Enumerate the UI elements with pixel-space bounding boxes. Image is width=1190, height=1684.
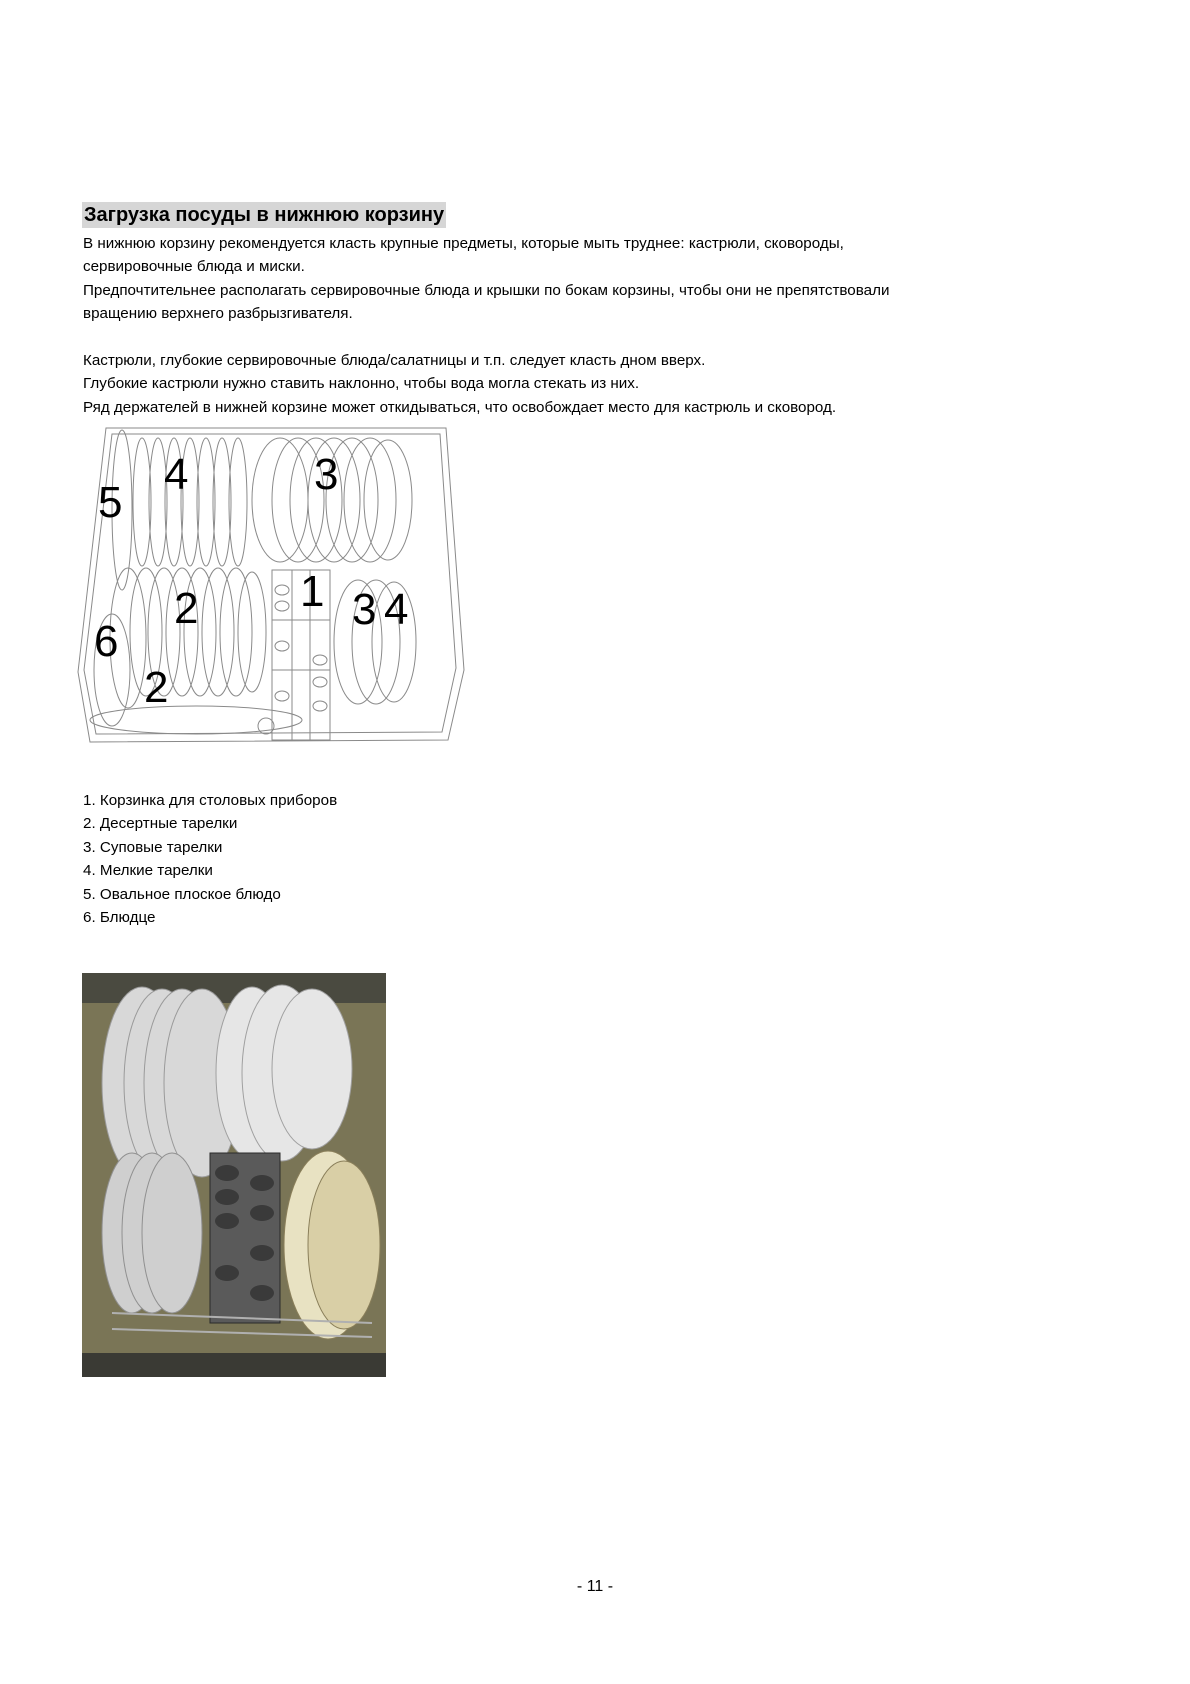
diagram-label: 1 <box>300 567 325 616</box>
diagram-label: 4 <box>164 450 189 499</box>
diagram-label: 3 <box>314 450 339 499</box>
diagram-label: 5 <box>98 478 123 527</box>
intro-line: Предпочтительнее располагать сервировочные блюда и крышки по бокам корзины, чтобы они не препятствовали <box>83 281 890 299</box>
legend-item: 6. Блюдце <box>83 909 156 927</box>
intro-paragraph <box>83 232 1113 326</box>
legend-item: 4. Мелкие тарелки <box>83 862 213 880</box>
notes-paragraph <box>83 349 1113 419</box>
legend-item: 2. Десертные тарелки <box>83 815 238 833</box>
intro-line: сервировочные блюда и миски. <box>83 258 305 276</box>
diagram-label: 3 <box>352 585 377 634</box>
diagram-label: 6 <box>94 617 119 666</box>
diagram-legend <box>83 789 337 929</box>
note-line: Глубокие кастрюли нужно ставить наклонно, чтобы вода могла стекать из них. <box>83 375 640 393</box>
note-line: Ряд держателей в нижней корзине может откидываться, что освобождает место для кастрюль и сковород. <box>83 398 837 416</box>
intro-line: В нижнюю корзину рекомендуется класть крупные предметы, которые мыть труднее: кастрюли, сковороды, <box>83 235 844 252</box>
legend-item: 1. Корзинка для столовых приборов <box>83 792 338 809</box>
page-number: - 11 - <box>576 1578 614 1595</box>
diagram-label: 2 <box>144 663 169 712</box>
photo-cutlery-basket <box>210 1153 280 1323</box>
section-title: Загрузка посуды в нижнюю корзину <box>84 204 445 226</box>
legend-item: 3. Суповые тарелки <box>83 838 223 856</box>
intro-line: вращению верхнего разбрызгивателя. <box>83 305 353 323</box>
loaded-basket-photo <box>82 973 386 1377</box>
lower-basket-diagram <box>76 420 468 754</box>
diagram-label: 2 <box>174 584 199 633</box>
legend-item: 5. Овальное плоское блюдо <box>83 885 281 903</box>
note-line: Кастрюли, глубокие сервировочные блюда/салатницы и т.п. следует класть дном вверх. <box>83 352 706 369</box>
oval-platter <box>90 706 302 734</box>
diagram-label: 4 <box>384 585 409 634</box>
